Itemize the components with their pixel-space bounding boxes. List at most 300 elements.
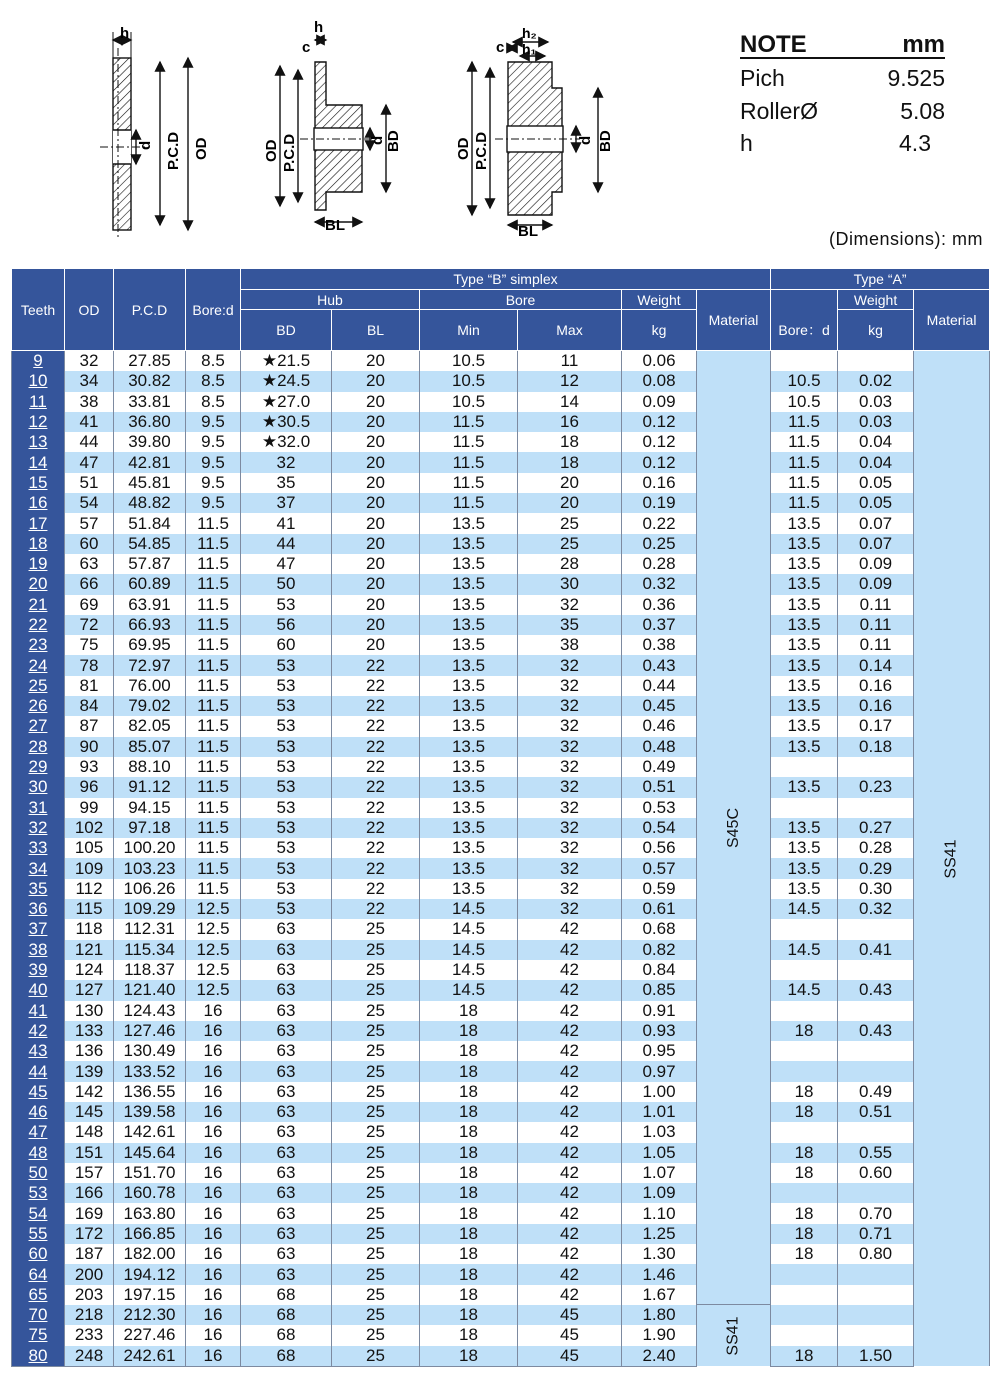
cell-bore-min: 18 xyxy=(420,1082,518,1102)
header-pcd: P.C.D xyxy=(114,269,186,351)
label-od2: OD xyxy=(263,139,280,162)
table-row xyxy=(12,1264,990,1284)
cell-bore-max: 42 xyxy=(518,1041,622,1061)
note-unit: mm xyxy=(902,31,945,58)
cell-hub-bd: 60 xyxy=(241,635,332,655)
cell-bore-a xyxy=(771,960,838,980)
cell-pcd: 30.82 xyxy=(114,371,186,391)
cell-od: 78 xyxy=(65,655,114,675)
cell-hub-bd: 53 xyxy=(241,858,332,878)
cell-teeth: 37 xyxy=(12,919,65,939)
cell-hub-bd: 63 xyxy=(241,960,332,980)
cell-teeth: 13 xyxy=(12,432,65,452)
cell-hub-bl: 25 xyxy=(332,1041,420,1061)
cell-bore-a: 13.5 xyxy=(771,737,838,757)
table-row xyxy=(12,858,990,878)
note-value: 4.3 xyxy=(899,130,931,156)
cell-pcd: 72.97 xyxy=(114,655,186,675)
cell-weight-b: 1.30 xyxy=(622,1244,697,1264)
cell-hub-bd: 53 xyxy=(241,716,332,736)
cell-bore-max: 32 xyxy=(518,879,622,899)
cell-pcd: 124.43 xyxy=(114,1001,186,1021)
cell-hub-bd: 63 xyxy=(241,1122,332,1142)
cell-bore-min: 13.5 xyxy=(420,554,518,574)
cell-weight-a: 0.23 xyxy=(838,777,914,797)
cell-weight-b: 1.46 xyxy=(622,1264,697,1284)
cell-bore-d: 16 xyxy=(186,1264,241,1284)
cell-pcd: 139.58 xyxy=(114,1102,186,1122)
cell-od: 136 xyxy=(65,1041,114,1061)
cell-teeth: 29 xyxy=(12,757,65,777)
cell-bore-min: 18 xyxy=(420,1224,518,1244)
cell-bore-a: 11.5 xyxy=(771,432,838,452)
cell-bore-a: 18 xyxy=(771,1244,838,1264)
note-label: RollerØ xyxy=(740,97,818,124)
cell-pcd: 166.85 xyxy=(114,1224,186,1244)
cell-od: 218 xyxy=(65,1305,114,1325)
cell-hub-bd: ★32.0 xyxy=(241,432,332,452)
cell-weight-b: 0.56 xyxy=(622,838,697,858)
cell-od: 96 xyxy=(65,777,114,797)
cell-teeth: 70 xyxy=(12,1305,65,1325)
cell-teeth: 35 xyxy=(12,879,65,899)
cell-weight-a: 0.16 xyxy=(838,676,914,696)
cell-bore-d: 11.5 xyxy=(186,696,241,716)
cell-weight-a: 0.43 xyxy=(838,1021,914,1041)
sprocket-drawings xyxy=(0,0,700,250)
cell-bore-min: 11.5 xyxy=(420,473,518,493)
note-header xyxy=(740,32,945,59)
material-b-tail xyxy=(697,1305,771,1366)
label-bl2: BL xyxy=(325,217,345,234)
cell-hub-bd: 41 xyxy=(241,513,332,533)
cell-bore-d: 16 xyxy=(186,1163,241,1183)
cell-bore-a xyxy=(771,1325,838,1345)
cell-hub-bd: 53 xyxy=(241,899,332,919)
cell-bore-a: 13.5 xyxy=(771,635,838,655)
cell-weight-a xyxy=(838,1285,914,1305)
table-row xyxy=(12,716,990,736)
cell-bore-max: 38 xyxy=(518,635,622,655)
cell-weight-a: 0.16 xyxy=(838,696,914,716)
cell-bore-a: 13.5 xyxy=(771,696,838,716)
cell-bore-d: 11.5 xyxy=(186,676,241,696)
cell-weight-a: 0.05 xyxy=(838,493,914,513)
cell-bore-max: 42 xyxy=(518,960,622,980)
cell-hub-bl: 25 xyxy=(332,1224,420,1244)
cell-bore-a: 18 xyxy=(771,1346,838,1367)
cell-weight-a: 0.29 xyxy=(838,858,914,878)
cell-teeth: 65 xyxy=(12,1285,65,1305)
cell-bore-a: 18 xyxy=(771,1163,838,1183)
cell-pcd: 145.64 xyxy=(114,1143,186,1163)
header-a-bore: Bore：d xyxy=(771,290,838,351)
cell-bore-a: 11.5 xyxy=(771,493,838,513)
cell-bore-a: 13.5 xyxy=(771,676,838,696)
cell-bore-a: 13.5 xyxy=(771,879,838,899)
cell-weight-a: 0.80 xyxy=(838,1244,914,1264)
cell-bore-d: 16 xyxy=(186,1346,241,1367)
cell-weight-b: 0.09 xyxy=(622,392,697,412)
table-row xyxy=(12,1041,990,1061)
cell-bore-d: 11.5 xyxy=(186,534,241,554)
cell-bore-d: 16 xyxy=(186,1001,241,1021)
table-row xyxy=(12,940,990,960)
cell-pcd: 51.84 xyxy=(114,513,186,533)
cell-bore-min: 13.5 xyxy=(420,615,518,635)
cell-weight-a: 0.03 xyxy=(838,412,914,432)
cell-bore-a: 13.5 xyxy=(771,615,838,635)
cell-bore-a xyxy=(771,1264,838,1284)
cell-hub-bl: 22 xyxy=(332,777,420,797)
cell-pcd: 97.18 xyxy=(114,818,186,838)
cell-teeth: 20 xyxy=(12,574,65,594)
cell-bore-a xyxy=(771,1061,838,1081)
cell-weight-b: 1.80 xyxy=(622,1305,697,1325)
cell-weight-b: 0.61 xyxy=(622,899,697,919)
cell-od: 127 xyxy=(65,980,114,1000)
table-row xyxy=(12,655,990,675)
note-label: h xyxy=(740,130,753,156)
table-row xyxy=(12,960,990,980)
table-row xyxy=(12,1346,990,1367)
cell-bore-min: 18 xyxy=(420,1163,518,1183)
table-row xyxy=(12,1001,990,1021)
cell-weight-a: 0.05 xyxy=(838,473,914,493)
cell-hub-bl: 20 xyxy=(332,554,420,574)
cell-bore-a xyxy=(771,1122,838,1142)
cell-bore-max: 25 xyxy=(518,513,622,533)
cell-teeth: 16 xyxy=(12,493,65,513)
cell-bore-max: 42 xyxy=(518,1001,622,1021)
table-row xyxy=(12,1082,990,1102)
cell-bore-min: 18 xyxy=(420,1061,518,1081)
cell-hub-bd: 63 xyxy=(241,980,332,1000)
cell-hub-bd: 53 xyxy=(241,818,332,838)
cell-bore-a: 13.5 xyxy=(771,777,838,797)
cell-hub-bl: 25 xyxy=(332,960,420,980)
dimensions-caption: (Dimensions): mm xyxy=(828,229,983,249)
cell-weight-b: 0.22 xyxy=(622,513,697,533)
cell-weight-a: 0.07 xyxy=(838,534,914,554)
cell-hub-bd: 68 xyxy=(241,1305,332,1325)
cell-bore-d: 11.5 xyxy=(186,737,241,757)
cell-bore-min: 14.5 xyxy=(420,960,518,980)
cell-od: 124 xyxy=(65,960,114,980)
table-row xyxy=(12,1021,990,1041)
cell-hub-bd: 63 xyxy=(241,940,332,960)
cell-teeth: 34 xyxy=(12,858,65,878)
cell-hub-bl: 25 xyxy=(332,919,420,939)
label-pcd1: P.C.D xyxy=(165,131,182,170)
note-row-roller xyxy=(740,98,945,131)
cell-bore-max: 20 xyxy=(518,473,622,493)
cell-bore-max: 30 xyxy=(518,574,622,594)
cell-bore-max: 32 xyxy=(518,777,622,797)
cell-bore-d: 9.5 xyxy=(186,412,241,432)
cell-hub-bl: 20 xyxy=(332,595,420,615)
cell-teeth: 25 xyxy=(12,676,65,696)
cell-teeth: 11 xyxy=(12,392,65,412)
cell-bore-a: 11.5 xyxy=(771,412,838,432)
cell-teeth: 60 xyxy=(12,1244,65,1264)
cell-hub-bl: 25 xyxy=(332,1001,420,1021)
cell-od: 69 xyxy=(65,595,114,615)
cell-weight-a xyxy=(838,351,914,372)
cell-bore-min: 18 xyxy=(420,1143,518,1163)
cell-weight-b: 0.68 xyxy=(622,919,697,939)
cell-od: 187 xyxy=(65,1244,114,1264)
cell-teeth: 23 xyxy=(12,635,65,655)
cell-hub-bd: 63 xyxy=(241,1163,332,1183)
cell-hub-bd: 53 xyxy=(241,879,332,899)
cell-bore-max: 32 xyxy=(518,716,622,736)
label-od3: OD xyxy=(455,137,472,160)
cell-bore-d: 11.5 xyxy=(186,655,241,675)
cell-bore-max: 32 xyxy=(518,595,622,615)
cell-weight-a: 0.43 xyxy=(838,980,914,1000)
cell-bore-a: 13.5 xyxy=(771,513,838,533)
table-row xyxy=(12,554,990,574)
cell-bore-a: 13.5 xyxy=(771,655,838,675)
cell-bore-min: 14.5 xyxy=(420,899,518,919)
cell-weight-a: 0.41 xyxy=(838,940,914,960)
cell-weight-b: 0.45 xyxy=(622,696,697,716)
cell-teeth: 38 xyxy=(12,940,65,960)
cell-bore-d: 11.5 xyxy=(186,838,241,858)
cell-bore-d: 11.5 xyxy=(186,554,241,574)
table-row xyxy=(12,1325,990,1345)
label-pcd3: P.C.D xyxy=(473,131,490,170)
label-h2-3: h₂ xyxy=(522,25,537,41)
cell-od: 130 xyxy=(65,1001,114,1021)
cell-od: 57 xyxy=(65,513,114,533)
cell-pcd: 27.85 xyxy=(114,351,186,372)
cell-hub-bl: 25 xyxy=(332,1346,420,1367)
cell-weight-b: 0.49 xyxy=(622,757,697,777)
table-row xyxy=(12,919,990,939)
cell-pcd: 142.61 xyxy=(114,1122,186,1142)
type-b-drawing xyxy=(280,40,386,222)
cell-hub-bd: 53 xyxy=(241,777,332,797)
cell-teeth: 14 xyxy=(12,452,65,472)
cell-bore-min: 13.5 xyxy=(420,838,518,858)
note-value: 9.525 xyxy=(887,65,945,91)
table-row xyxy=(12,1244,990,1264)
header-min: Min xyxy=(420,310,518,351)
cell-bore-max: 25 xyxy=(518,534,622,554)
cell-bore-min: 13.5 xyxy=(420,777,518,797)
cell-weight-b: 0.12 xyxy=(622,432,697,452)
table-row xyxy=(12,534,990,554)
table-row xyxy=(12,615,990,635)
header-bl: BL xyxy=(332,310,420,351)
cell-bore-min: 18 xyxy=(420,1203,518,1223)
cell-bore-max: 42 xyxy=(518,1021,622,1041)
label-bl3: BL xyxy=(518,223,538,240)
cell-hub-bl: 25 xyxy=(332,1143,420,1163)
cell-bore-min: 11.5 xyxy=(420,432,518,452)
cell-bore-d: 16 xyxy=(186,1122,241,1142)
cell-hub-bl: 25 xyxy=(332,1325,420,1345)
label-c3: c xyxy=(496,39,505,56)
cell-weight-b: 0.48 xyxy=(622,737,697,757)
cell-teeth: 18 xyxy=(12,534,65,554)
note-row-pitch xyxy=(740,65,945,98)
cell-weight-a xyxy=(838,919,914,939)
cell-weight-a: 0.49 xyxy=(838,1082,914,1102)
cell-bore-min: 11.5 xyxy=(420,412,518,432)
cell-bore-min: 14.5 xyxy=(420,940,518,960)
table-row xyxy=(12,757,990,777)
cell-hub-bl: 22 xyxy=(332,696,420,716)
cell-bore-min: 11.5 xyxy=(420,452,518,472)
cell-hub-bl: 22 xyxy=(332,798,420,818)
label-h1: h xyxy=(120,25,130,42)
cell-pcd: 133.52 xyxy=(114,1061,186,1081)
cell-bore-d: 16 xyxy=(186,1325,241,1345)
header-kg: kg xyxy=(622,310,697,351)
cell-weight-a: 0.60 xyxy=(838,1163,914,1183)
cell-bore-min: 18 xyxy=(420,1244,518,1264)
cell-weight-a: 0.30 xyxy=(838,879,914,899)
cell-bore-a: 18 xyxy=(771,1203,838,1223)
label-bd2: BD xyxy=(385,130,402,152)
cell-hub-bl: 25 xyxy=(332,1244,420,1264)
header-a-weight: Weight xyxy=(838,290,914,310)
table-row xyxy=(12,818,990,838)
header-type-a: Type “A” xyxy=(771,269,990,290)
table-row xyxy=(12,1122,990,1142)
cell-bore-a: 18 xyxy=(771,1021,838,1041)
cell-bore-d: 11.5 xyxy=(186,615,241,635)
cell-weight-b: 0.37 xyxy=(622,615,697,635)
cell-hub-bl: 25 xyxy=(332,1305,420,1325)
cell-bore-max: 28 xyxy=(518,554,622,574)
cell-pcd: 197.15 xyxy=(114,1285,186,1305)
cell-weight-b: 0.36 xyxy=(622,595,697,615)
cell-od: 200 xyxy=(65,1264,114,1284)
table-row xyxy=(12,737,990,757)
note-value: 5.08 xyxy=(900,97,945,124)
cell-hub-bd: 37 xyxy=(241,493,332,513)
cell-hub-bl: 20 xyxy=(332,534,420,554)
cell-weight-b: 0.08 xyxy=(622,371,697,391)
cell-teeth: 24 xyxy=(12,655,65,675)
cell-bore-d: 11.5 xyxy=(186,716,241,736)
cell-weight-a xyxy=(838,1264,914,1284)
cell-hub-bl: 20 xyxy=(332,351,420,372)
cell-hub-bd: 63 xyxy=(241,1061,332,1081)
cell-hub-bd: 50 xyxy=(241,574,332,594)
cell-bore-d: 16 xyxy=(186,1061,241,1081)
cell-bore-d: 12.5 xyxy=(186,899,241,919)
cell-pcd: 48.82 xyxy=(114,493,186,513)
cell-od: 47 xyxy=(65,452,114,472)
cell-od: 81 xyxy=(65,676,114,696)
cell-hub-bl: 22 xyxy=(332,818,420,838)
cell-hub-bd: 53 xyxy=(241,798,332,818)
cell-hub-bd: 63 xyxy=(241,1021,332,1041)
header-bore-d: Bore:d xyxy=(186,269,241,351)
cell-hub-bl: 20 xyxy=(332,513,420,533)
cell-bore-max: 32 xyxy=(518,757,622,777)
cell-bore-max: 42 xyxy=(518,1163,622,1183)
cell-od: 105 xyxy=(65,838,114,858)
cell-weight-b: 0.06 xyxy=(622,351,697,372)
header-bore: Bore xyxy=(420,290,622,310)
cell-pcd: 115.34 xyxy=(114,940,186,960)
cell-bore-d: 11.5 xyxy=(186,858,241,878)
cell-weight-b: 1.67 xyxy=(622,1285,697,1305)
cell-teeth: 12 xyxy=(12,412,65,432)
cell-od: 157 xyxy=(65,1163,114,1183)
cell-weight-b: 0.51 xyxy=(622,777,697,797)
cell-od: 166 xyxy=(65,1183,114,1203)
cell-bore-d: 9.5 xyxy=(186,432,241,452)
cell-pcd: 163.80 xyxy=(114,1203,186,1223)
cell-hub-bl: 20 xyxy=(332,371,420,391)
table-row xyxy=(12,1305,990,1325)
material-a xyxy=(914,351,990,1367)
table-row xyxy=(12,838,990,858)
cell-bore-max: 32 xyxy=(518,655,622,675)
label-bd3: BD xyxy=(597,130,614,152)
cell-hub-bl: 22 xyxy=(332,838,420,858)
header-od: OD xyxy=(65,269,114,351)
cell-hub-bd: 63 xyxy=(241,1203,332,1223)
cell-bore-min: 14.5 xyxy=(420,980,518,1000)
cell-bore-min: 13.5 xyxy=(420,757,518,777)
cell-bore-max: 20 xyxy=(518,493,622,513)
cell-hub-bd: ★30.5 xyxy=(241,412,332,432)
cell-weight-b: 0.84 xyxy=(622,960,697,980)
cell-bore-d: 11.5 xyxy=(186,798,241,818)
cell-bore-min: 18 xyxy=(420,1183,518,1203)
cell-bore-min: 18 xyxy=(420,1122,518,1142)
cell-bore-min: 13.5 xyxy=(420,513,518,533)
label-d3: d xyxy=(577,135,594,145)
cell-weight-a: 0.04 xyxy=(838,432,914,452)
cell-teeth: 44 xyxy=(12,1061,65,1081)
cell-od: 93 xyxy=(65,757,114,777)
cell-hub-bl: 25 xyxy=(332,1061,420,1081)
cell-weight-b: 1.09 xyxy=(622,1183,697,1203)
cell-weight-a xyxy=(838,1122,914,1142)
cell-bore-min: 18 xyxy=(420,1285,518,1305)
cell-od: 142 xyxy=(65,1082,114,1102)
cell-teeth: 36 xyxy=(12,899,65,919)
cell-hub-bl: 25 xyxy=(332,1122,420,1142)
cell-bore-max: 42 xyxy=(518,980,622,1000)
cell-hub-bl: 25 xyxy=(332,1183,420,1203)
cell-bore-min: 14.5 xyxy=(420,919,518,939)
cell-weight-a: 0.04 xyxy=(838,452,914,472)
cell-bore-d: 12.5 xyxy=(186,919,241,939)
type-c-drawing xyxy=(472,42,598,225)
cell-hub-bd: 63 xyxy=(241,1102,332,1122)
cell-od: 151 xyxy=(65,1143,114,1163)
cell-weight-b: 1.25 xyxy=(622,1224,697,1244)
cell-weight-b: 1.05 xyxy=(622,1143,697,1163)
cell-weight-a xyxy=(838,1001,914,1021)
cell-teeth: 22 xyxy=(12,615,65,635)
table-row xyxy=(12,980,990,1000)
cell-bore-d: 16 xyxy=(186,1041,241,1061)
cell-bore-max: 32 xyxy=(518,858,622,878)
cell-bore-d: 16 xyxy=(186,1285,241,1305)
header-teeth: Teeth xyxy=(12,269,65,351)
